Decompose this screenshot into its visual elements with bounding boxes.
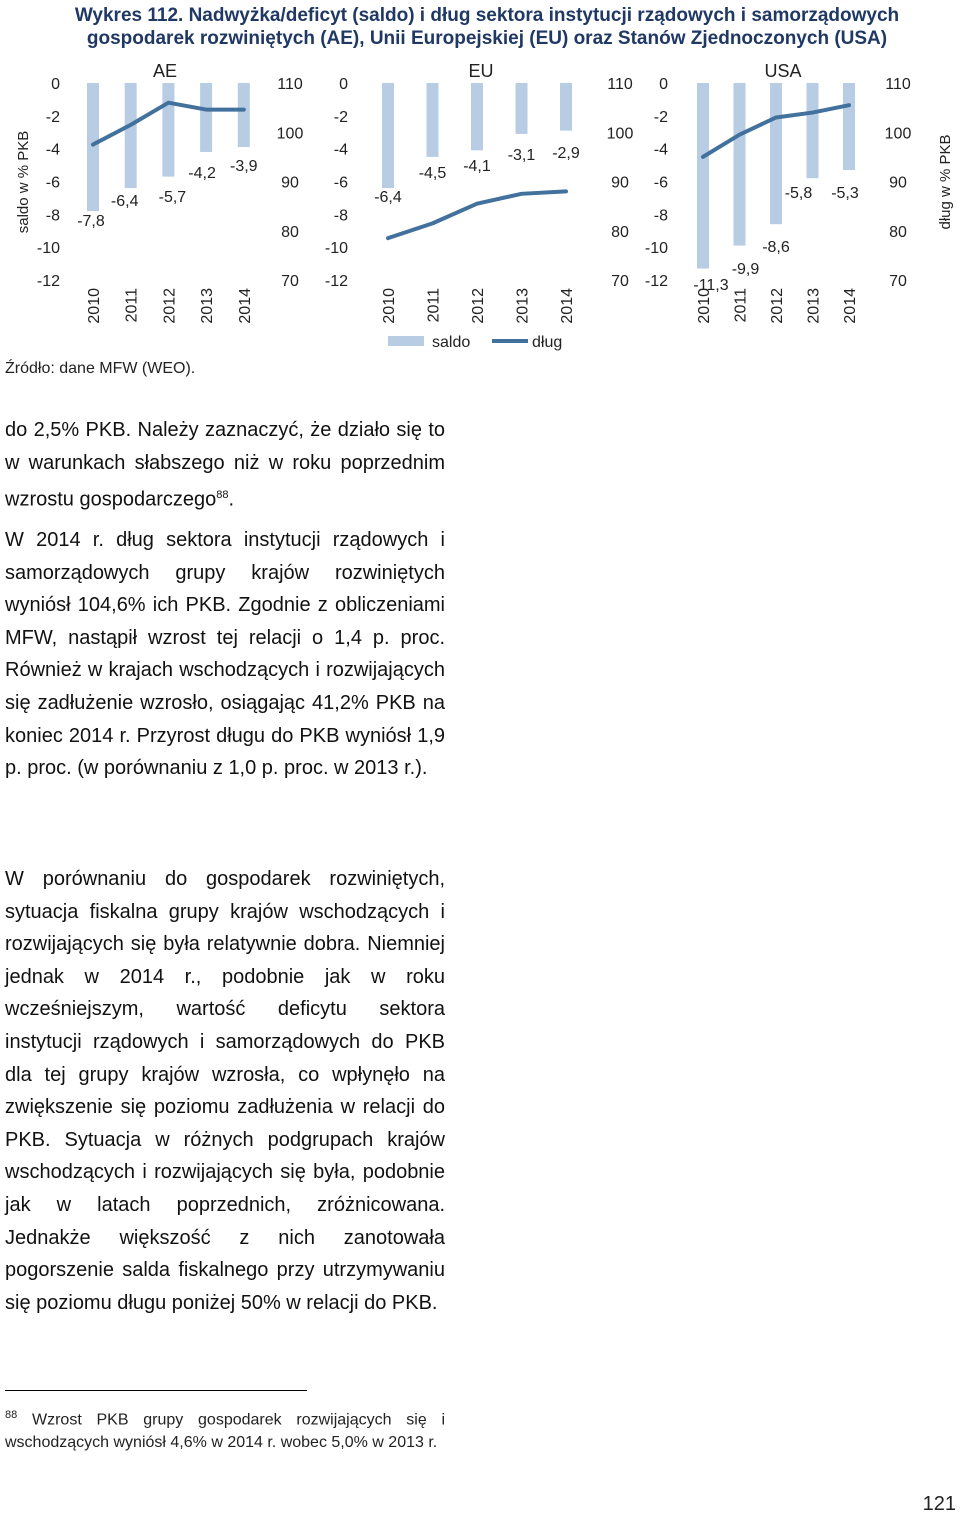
saldo-data-label: -5,7	[158, 189, 187, 206]
right-tick-label: 100	[884, 125, 912, 143]
figure-title-text: Nadwyżka/deficyt (saldo) i dług sektora instytucji rządowych i samorządowych gospodarek rozwiniętych (AE), Unii Europejskiej (EU) oraz Stanów Zjednoczonych (USA)	[86, 5, 900, 49]
body-paragraph-1	[5, 414, 445, 516]
x-tick-label: 2012	[161, 288, 179, 324]
left-tick-label: -8	[45, 207, 60, 225]
saldo-data-label: -4,1	[463, 158, 491, 175]
left-tick-label: -12	[36, 273, 60, 290]
saldo-bar	[382, 83, 394, 188]
left-tick-label: 0	[659, 76, 668, 93]
x-tick-label: 2012	[769, 288, 786, 324]
left-tick-label: -6	[653, 174, 668, 192]
right-tick-label: 90	[281, 174, 299, 192]
saldo-bar	[807, 83, 819, 178]
right-tick-label: 70	[281, 273, 299, 290]
x-tick-label: 2011	[123, 288, 141, 323]
saldo-bar	[697, 83, 709, 269]
right-tick-label: 110	[277, 76, 303, 93]
saldo-data-label: -11,3	[693, 277, 729, 294]
x-tick-label: 2013	[199, 288, 217, 324]
left-tick-label: -10	[324, 240, 348, 258]
saldo-bar	[427, 83, 439, 157]
saldo-bar	[125, 83, 137, 188]
left-tick-label: -2	[45, 108, 60, 126]
saldo-data-label: -2,9	[552, 145, 580, 162]
body-paragraph-2	[5, 524, 445, 785]
left-tick-label: -6	[333, 174, 348, 192]
saldo-bar	[200, 83, 212, 152]
x-tick-label: 2013	[805, 288, 823, 324]
footnote-number: 88	[5, 1409, 18, 1421]
saldo-bar	[87, 83, 99, 211]
x-tick-label: 2011	[732, 288, 750, 323]
x-tick-label: 2010	[86, 288, 103, 324]
saldo-bar	[560, 83, 572, 131]
saldo-data-label: -7,8	[77, 213, 105, 230]
right-tick-label: 100	[276, 125, 304, 143]
saldo-bar	[471, 83, 483, 150]
saldo-bar	[770, 83, 782, 224]
saldo-data-label: -9,9	[731, 261, 760, 278]
footnote	[5, 1404, 445, 1454]
left-tick-label: -8	[653, 207, 668, 225]
chart-title: EU	[468, 61, 494, 81]
saldo-data-label: -4,5	[418, 165, 447, 182]
left-tick-label: -4	[653, 141, 668, 159]
page-number: 121	[922, 1493, 956, 1515]
saldo-data-label: -4,2	[188, 165, 216, 182]
right-tick-label: 110	[607, 76, 633, 93]
saldo-bar	[843, 83, 855, 170]
saldo-data-label: -5,8	[784, 185, 813, 202]
x-tick-label: 2010	[381, 288, 398, 324]
saldo-bar	[516, 83, 528, 134]
paragraph-1-text: do 2,5% PKB. Należy zaznaczyć, że działo się to w warunkach słabszego niż w roku poprzednim wzrostu gospodarczego	[5, 419, 445, 511]
left-tick-label: 0	[51, 76, 60, 93]
right-tick-label: 100	[606, 125, 634, 143]
right-tick-label: 110	[885, 76, 911, 93]
legend-dlug-label: dług	[532, 334, 563, 351]
saldo-bar	[162, 83, 174, 177]
left-tick-label: -12	[644, 273, 668, 290]
footnote-ref: 88	[216, 489, 229, 502]
x-tick-label: 2010	[696, 288, 713, 324]
charts-svg	[0, 0, 960, 360]
left-tick-label: -12	[324, 273, 348, 290]
left-tick-label: -4	[45, 141, 60, 159]
saldo-data-label: -5,3	[831, 185, 859, 202]
x-tick-label: 2014	[842, 288, 859, 324]
paragraph-2-text: W 2014 r. dług sektora instytucji rządowych i samorządowych grupy krajów rozwiniętych wyniósł 104,6% ich PKB. Zgodnie z obliczeniami MFW, nastąpił wzrost tej relacji o 1,4 p. proc. Również w krajach wschodzących i rozwijających się zadłużenie wzrosło, osiągając 41,2% PKB na koniec 2014 r. Przyrost długu do PKB wyniósł 1,9 p. proc. (w porównaniu z 1,0 p. proc. w 2013 r.).	[5, 529, 445, 780]
x-tick-label: 2011	[425, 288, 443, 323]
right-tick-label: 80	[611, 223, 629, 241]
saldo-data-label: -6,4	[374, 189, 402, 206]
saldo-data-label: -3,1	[507, 147, 536, 164]
left-tick-label: -4	[333, 141, 348, 159]
x-tick-label: 2014	[236, 288, 254, 324]
figure-source: Źródło: dane MFW (WEO).	[5, 360, 196, 377]
left-tick-label: -2	[333, 108, 348, 126]
saldo-bar	[238, 83, 250, 147]
saldo-data-label: -6,4	[110, 193, 139, 210]
left-tick-label: -8	[333, 207, 348, 225]
chart-title: USA	[764, 61, 802, 81]
saldo-bar	[734, 83, 746, 246]
saldo-data-label: -3,9	[230, 158, 258, 175]
footnote-text: Wzrost PKB grupy gospodarek rozwijających się i wschodzących wyniósł 4,6% w 2014 r. wobec 5,0% w 2013 r.	[5, 1411, 446, 1452]
left-tick-label: -6	[45, 174, 60, 192]
right-axis-label: dług w % PKB	[937, 134, 954, 230]
left-axis-label: saldo w % PKB	[15, 130, 32, 234]
right-tick-label: 80	[889, 223, 907, 241]
legend-saldo-label: saldo	[432, 334, 471, 351]
dlug-line	[388, 191, 566, 238]
chart-title: AE	[152, 61, 178, 81]
left-tick-label: 0	[339, 76, 348, 93]
left-tick-label: -2	[653, 108, 668, 126]
right-tick-label: 70	[611, 273, 629, 290]
right-tick-label: 70	[889, 273, 907, 290]
right-tick-label: 80	[281, 223, 299, 241]
body-paragraph-3	[5, 863, 445, 1319]
left-tick-label: -10	[36, 240, 60, 258]
figure-label: Wykres 112.	[74, 5, 184, 26]
saldo-data-label: -8,6	[762, 239, 790, 256]
paragraph-3-text: W porównaniu do gospodarek rozwiniętych, sytuacja fiskalna grupy krajów wschodzących i rozwijających się była relatywnie dobra. Niemniej jednak w 2014 r., podobnie jak w roku wcześniejszym, wartość deficytu sektora instytucji rządowych i samorządowych do PKB dla tej grupy krajów wzrosła, co wpłynęło na zwiększenie się poziomu zadłużenia w relacji do PKB. Sytuacja w różnych podgrupach krajów wschodzących i rozwijających się była, podobnie jak w latach poprzednich, zróżnicowana. Jednakże większość z nich zanotowała pogorszenie salda fiskalnego przy utrzymywaniu się poziomu długu poniżej 50% w relacji do PKB.	[5, 868, 445, 1314]
legend-saldo-swatch	[388, 336, 424, 346]
x-tick-label: 2013	[514, 288, 532, 324]
footnote-separator	[5, 1390, 307, 1391]
x-tick-label: 2012	[470, 288, 487, 324]
left-tick-label: -10	[644, 240, 668, 258]
x-tick-label: 2014	[559, 288, 576, 324]
right-tick-label: 90	[889, 174, 907, 192]
right-tick-label: 90	[611, 174, 629, 192]
paragraph-1-end: .	[228, 488, 235, 511]
